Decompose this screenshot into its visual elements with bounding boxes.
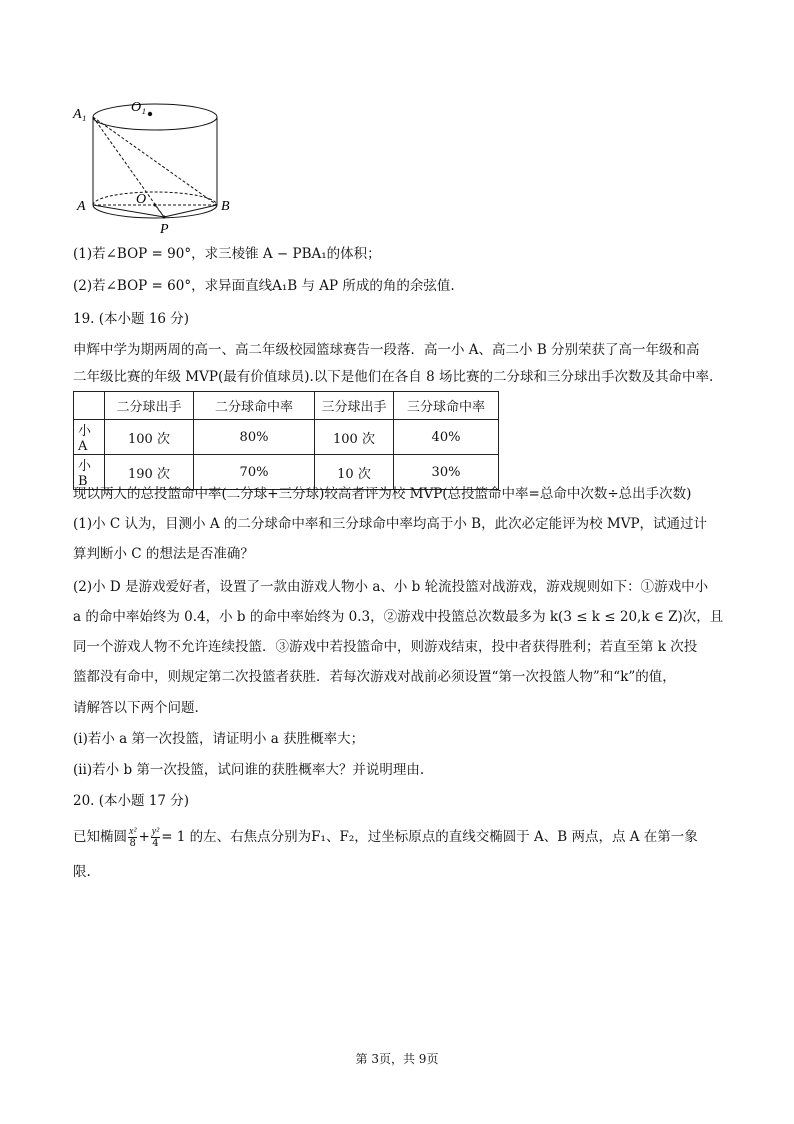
table-cell: 70%	[194, 455, 315, 490]
top-ellipse	[93, 104, 217, 130]
table-cell: 100 次	[315, 420, 394, 455]
segment-ap	[93, 205, 164, 217]
q19-p2-line4: 篮都没有命中，则规定第二次投篮者获胜．若每次游戏对战前必须设置“第一次投篮人物”和“k”的值，	[73, 669, 676, 685]
table-header-cell: 二分球出手	[105, 392, 194, 420]
label-o: O	[136, 192, 147, 207]
table-row	[74, 420, 499, 455]
q19-intro-line1: 申辉中学为期两周的高一、高二年级校园篮球赛告一段落．高一小 A、高二小 B 分别荣获了高一年级和高	[73, 342, 700, 358]
q19-sub-ii: (ⅱ)若小 b 第一次投篮，试问谁的获胜概率大？并说明理由.	[73, 762, 425, 778]
table-header-cell	[74, 392, 105, 420]
table-header-row	[74, 392, 499, 420]
q19-p2-line5: 请解答以下两个问题.	[73, 700, 199, 716]
label-p: P	[160, 222, 169, 237]
q18-part1: (1)若∠BOP = 90°，求三棱锥 A − PBA₁的体积；	[73, 246, 381, 262]
table-cell: 10 次	[315, 455, 394, 490]
q19-p2-line1: (2)小 D 是游戏爱好者，设置了一款由游戏人物小 a、小 b 轮流投篮对战游戏，游戏规则如下：①游戏中小	[73, 579, 709, 595]
table-cell: 100 次	[105, 420, 194, 455]
table-cell: 小 B	[74, 455, 105, 490]
fraction-x2-over-8: $\frac{\text{x²}}{8}$	[129, 826, 137, 849]
q19-p2-line3: 同一个游戏人物不允许连续投篮．③游戏中若投篮命中，则游戏结束，投中者获得胜利；若直至第 k 次投	[73, 639, 698, 655]
point-o1	[148, 112, 152, 116]
table-cell: 小 A	[74, 420, 105, 455]
table-cell: 40%	[394, 420, 499, 455]
label-a1: A₁	[73, 107, 87, 122]
table-header-cell: 二分球命中率	[194, 392, 315, 420]
table-cell: 190 次	[105, 455, 194, 490]
label-a: A	[77, 199, 86, 214]
q20-text-post: = 1 的左、右焦点分别为F₁、F₂，过坐标原点的直线交椭圆于 A、B 两点，点 A 在第一象	[161, 829, 698, 845]
q19-p1-line1: (1)小 C 认为，目测小 A 的二分球命中率和三分球命中率均高于小 B，此次必定能评为校 MVP，试通过计	[73, 516, 708, 532]
table-header-cell: 三分球出手	[315, 392, 394, 420]
shooting-stats-table	[73, 391, 499, 490]
q19-intro-line2: 二年级比赛的年级 MVP(最有价值球员).以下是他们在各自 8 场比赛的二分球和三分球出手次数及其命中率.	[73, 369, 714, 385]
q20-line1	[73, 826, 698, 849]
point-o	[154, 204, 157, 207]
table-header-cell: 三分球命中率	[394, 392, 499, 420]
table-cell: 80%	[194, 420, 315, 455]
fraction-y2-over-4: $\frac{\text{y²}}{4}$	[151, 826, 160, 849]
point-p	[163, 216, 166, 219]
label-b: B	[221, 199, 230, 214]
q19-header: 19. (本小题 16 分)	[73, 311, 190, 327]
bottom-ellipse-front	[93, 205, 217, 218]
bottom-ellipse-back	[93, 192, 217, 205]
q19-p1-line2: 算判断小 C 的想法是否准确？	[73, 546, 254, 562]
q20-header: 20. (本小题 17 分)	[73, 793, 190, 809]
q20-text-pre: 已知椭圆	[73, 829, 127, 845]
plus-sign: +	[138, 829, 150, 845]
table-cell: 30%	[394, 455, 499, 490]
segment-a1p	[93, 117, 164, 217]
q20-line2: 限.	[73, 864, 91, 880]
q18-part2: (2)若∠BOP = 60°，求异面直线A₁B 与 AP 所成的角的余弦值.	[73, 278, 455, 294]
q19-sub-i: (ⅰ)若小 a 第一次投篮，请证明小 a 获胜概率大；	[73, 731, 365, 747]
q19-rule: 现以两人的总投篮命中率(二分球+三分球)较高者评为校 MVP(总投篮命中率=总命中次数÷总出手次数)	[73, 486, 692, 502]
page-footer: 第 3页，共 9页	[355, 1052, 439, 1066]
q19-p2-line2: a 的命中率始终为 0.4，小 b 的命中率始终为 0.3，②游戏中投篮总次数最多为 k(3 ≤ k ≤ 20,k ∈ Z)次，且	[73, 609, 724, 625]
label-o1: O₁	[131, 100, 146, 115]
cylinder-figure	[70, 92, 240, 237]
